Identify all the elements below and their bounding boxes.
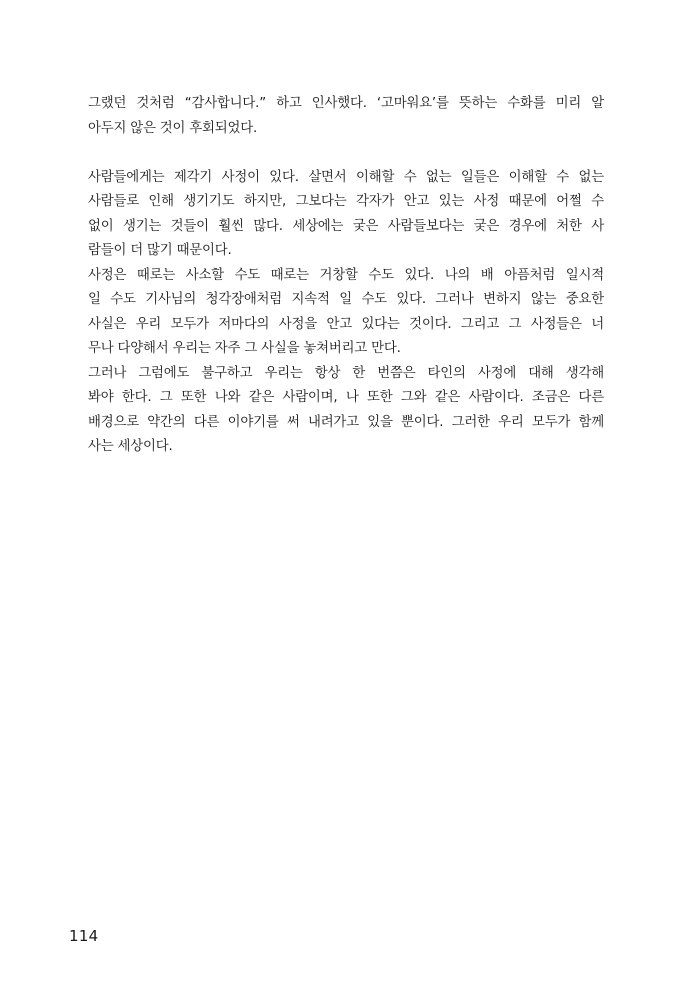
text-line: 아두지 않은 것이 후회되었다. [88, 120, 258, 136]
paragraph-spacer [88, 141, 604, 166]
text-line: 일 수도 기사님의 청각장애처럼 지속적 일 수도 있다. 그러나 변하지 않는 중요한 [88, 292, 604, 307]
text-line: 사람들에게는 제각기 사정이 있다. 살면서 이해할 수 없는 일들은 이해할 수 없는 [88, 169, 604, 185]
paragraph [88, 264, 604, 362]
paragraph [88, 92, 604, 141]
text-line: 그러나 그럼에도 불구하고 우리는 항상 한 번쯤은 타인의 사정에 대해 생각해 [88, 365, 604, 381]
text-line: 그랬던 것처럼 “감사합니다.” 하고 인사했다. ‘고마워요’를 뜻하는 수화를 미리 알 [88, 96, 604, 111]
text-line: 없이 생기는 것들이 훨씬 많다. 세상에는 궂은 사람들보다는 궂은 경우에 처한 사 [88, 218, 604, 234]
text-line: 배경으로 약간의 다른 이야기를 써 내려가고 있을 뿐이다. 그러한 우리 모두가 함께 [88, 414, 604, 430]
body-text [88, 92, 604, 460]
text-line: 무나 다양해서 우리는 자주 그 사실을 놓쳐버리고 만다. [88, 341, 401, 356]
paragraph [88, 362, 604, 460]
text-line: 봐야 한다. 그 또한 나와 같은 사람이며, 나 또한 그와 같은 사람이다. 조금은 다른 [88, 390, 604, 405]
text-line: 사는 세상이다. [88, 439, 173, 454]
page-number: 114 [69, 927, 99, 945]
paragraph [88, 166, 604, 264]
text-line: 사실은 우리 모두가 저마다의 사정을 안고 있다는 것이다. 그리고 그 사정들은 너 [88, 316, 604, 332]
text-line: 사람들로 인해 생기기도 하지만, 그보다는 각자가 안고 있는 사정 때문에 어쩔 수 [88, 194, 604, 209]
text-line: 람들이 더 많기 때문이다. [88, 243, 232, 258]
text-line: 사정은 때로는 사소할 수도 때로는 거창할 수도 있다. 나의 배 아픔처럼 일시적 [88, 267, 604, 283]
